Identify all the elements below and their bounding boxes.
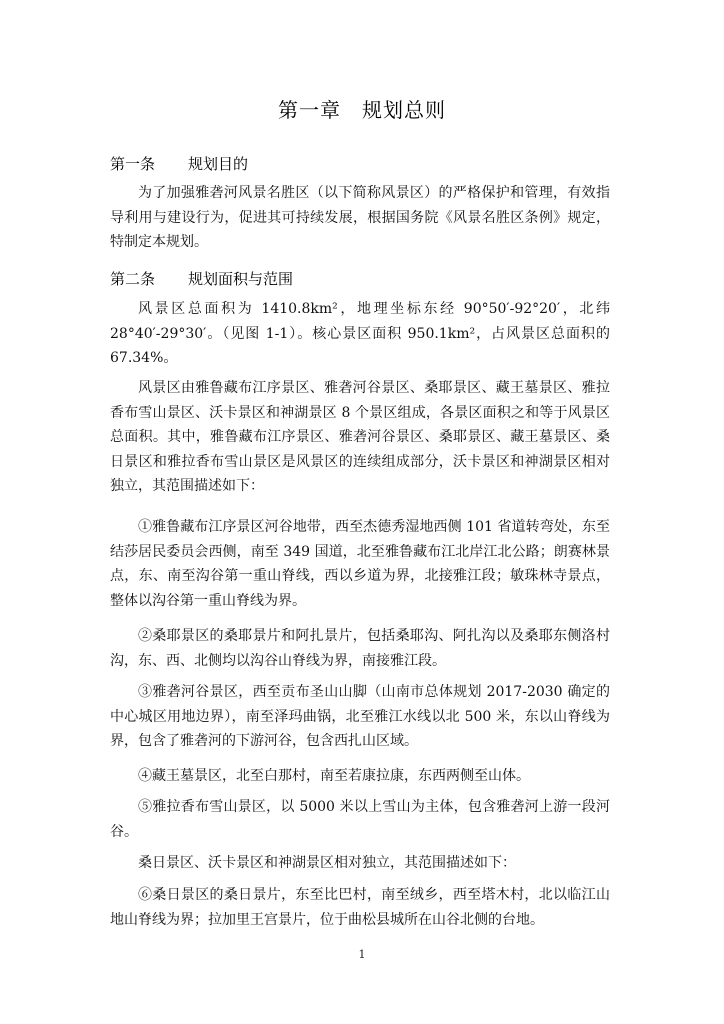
paragraph: ⑥桑日景区的桑日景片，东至比巴村，南至绒乡，西至塔木村，北以临江山地山脊线为界；拉加里王宫景片，位于曲松县城所在山谷北侧的台地。 bbox=[110, 887, 610, 928]
paragraph: ①雅鲁藏布江序景区河谷地带，西至杰德秀湿地西侧 101 省道转弯处，东至结莎居民委员会西侧，南至 349 国道，北至雅鲁藏布江北岸江北公路；朗赛林景点，东、南至沟谷第一重山脊线，西以乡道为界，北接雅江段；敏珠林寺景点，整体以沟谷第一重山脊线为界。 bbox=[110, 519, 610, 609]
article-heading-2 bbox=[110, 268, 293, 289]
paragraph: ②桑耶景区的桑耶景片和阿扎景片，包括桑耶沟、阿扎沟以及桑耶东侧洛村沟，东、西、北侧均以沟谷山脊线为界，南接雅江段。 bbox=[110, 628, 610, 669]
paragraph: 为了加强雅砻河风景名胜区（以下简称风景区）的严格保护和管理，有效指导利用与建设行为，促进其可持续发展，根据国务院《风景名胜区条例》规定，特制定本规划。 bbox=[110, 185, 610, 250]
page-number: 1 bbox=[358, 948, 366, 961]
paragraph: ⑤雅拉香布雪山景区，以 5000 米以上雪山为主体，包含雅砻河上游一段河谷。 bbox=[110, 799, 610, 840]
paragraph: 风景区总面积为 1410.8km²，地理坐标东经 90°50′-92°20′，北纬 28°40′-29°30′。（见图 1-1）。核心景区面积 950.1km²，占风景区总面积的 67.34%。 bbox=[110, 301, 610, 366]
paragraph: ③雅砻河谷景区，西至贡布圣山山脚（山南市总体规划 2017-2030 确定的中心城区用地边界），南至泽玛曲锅，北至雅江水线以北 500 米，东以山脊线为界，包含了雅砻河的下游河谷，包含西扎山区域。 bbox=[110, 684, 610, 749]
article-number: 第一条 bbox=[110, 155, 156, 173]
chapter-title: 第一章 规划总则 bbox=[278, 98, 446, 122]
paragraph: ④藏王墓景区，北至白那村，南至若康拉康，东西两侧至山体。 bbox=[138, 768, 530, 784]
paragraph: 风景区由雅鲁藏布江序景区、雅砻河谷景区、桑耶景区、藏王墓景区、雅拉香布雪山景区、沃卡景区和神湖景区 8 个景区组成，各景区面积之和等于风景区总面积。其中，雅鲁藏布江序景区、雅砻河谷景区、桑耶景区、藏王墓景区、桑日景区和雅拉香布雪山景区是风景区的连续组成部分，沃卡景区和神湖景区相对独立，其范围描述如下： bbox=[110, 380, 610, 494]
paragraph: 桑日景区、沃卡景区和神湖景区相对独立，其范围描述如下： bbox=[138, 855, 516, 871]
article-title: 规划目的 bbox=[188, 155, 249, 173]
article-title: 规划面积与范围 bbox=[188, 270, 294, 288]
article-number: 第二条 bbox=[110, 270, 156, 288]
article-heading-1 bbox=[110, 153, 248, 174]
